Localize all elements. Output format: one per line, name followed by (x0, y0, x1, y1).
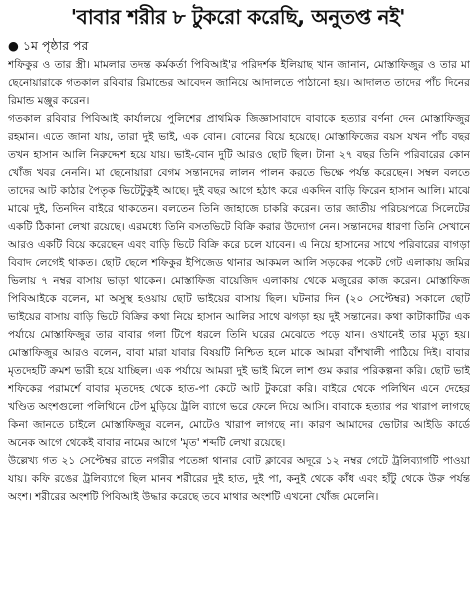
article-headline: 'বাবার শরীর ৮ টুকরো করেছি, অনুতপ্ত নই' (70, 5, 406, 29)
continuation-note (8, 37, 88, 55)
bullet-icon: ● (8, 38, 19, 53)
continuation-text: ১ম পৃষ্ঠার পর (22, 38, 89, 53)
article-paragraph: গতকাল রবিবার পিবিআই কার্যালয়ে পুলিশের প্রাথমিক জিজ্ঞাসাবাদে বাবাকে হত্যার বর্ণনা দেন মোস্তাফিজুর রহমান। এতে জানা যায়, তারা দুই ভাই, এক বোন। বোনের বিয়ে হয়েছে। মোস্তাফিজের বয়স যখন পাঁচ বছর তখন হাসান আলি নিরুদ্দেশ হয়ে যায়। ভাই-বোন দুটি আরও ছোট ছিল। টানা ২৭ বছর তিনি পরিবারের কোন খোঁজ খবর নেননি। মা ছেনোয়ারা বেগম সন্তানদের লালন পালন করতে ভিক্ষে পর্যন্ত করেছেন। সম্বল বলতে তাদের আট কাঠার পৈতৃক ভিটেটুকুই আছে। দুই বছর আগে হঠাৎ করে একদিন বাড়ি ফিরেন হাসান আলি। মাঝে মাঝে দুই, তিনদিন বাইরে থাকতেন। বলতেন তিনি জাহাজে চাকরি করেন। তার জাতীয় পরিচয়পত্রে সিলেটের একটি ঠিকানা লেখা রয়েছে। এরমধ্যে তিনি বসতভিটে বিক্রি করার উদ্যোগ নেন। সন্তানদের ধারণা তিনি সেখানে আরও একটি বিয়ে করেছেন এবং বাড়ি ভিটে বিক্রি করে চলে যাবেন। এ নিয়ে হাসানের সাথে পরিবারের বাগড়া বিবাদ লেগেই থাকত। ছোট ছেলে শফিকুর ইপিজেড থানার আকমল আলি সড়কের পকেট গেট এলাকায় জমির ভিলায় ৭ নম্বর বাসায় ভাড়া থাকেন। মোস্তাফিজ বায়েজিদ এলাকায় থেকে মজুরের কাজ করেন। মোস্তাফিজ পিবিআইকে বলেন, মা অসুস্থ হওয়ায় ছোট ভাইয়ের বাসায় ছিল। ঘটনার দিন (২০ সেপ্টেম্বর) সকালে ছোট ভাইয়ের বাসায় বাড়ি ভিটে বিক্রির কথা নিয়ে হাসান আলির সাথে ঝগড়া হয় দুই সন্তানের। কথা কাটাকাটির এক পর্যায়ে মোস্তাফিজুর তার বাবার গলা টিপে ধরলে তিনি ঘরের মেঝেতে পড়ে যান। ওখানেই তার মৃত্যু হয়। মোস্তাফিজুর আরও বলেন, বাবা মারা যাবার বিষয়টি নিশ্চিত হলে মাকে আমরা বাঁশখালী পাঠিয়ে দিই। বাবার মৃতদেহটি ক্রমশ ভারী হয়ে যাচ্ছিল। এক পর্যায়ে আমরা দুই ভাই মিলে লাশ গুম করার পরিকল্পনা করি। ছোট ভাই শফিকের পরামর্শে বাবার মৃতদেহ থেকে হাত-পা কেটে আট টুকরো করি। বাইরে থেকে পলিথিন এনে দেহের খণ্ডিত অংশগুলো পলিথিনে টেপ মুড়িয়ে ট্রলি ব্যাগে ভরে ফেলে দিয়ে আসি। বাবাকে হত্যার পর খারাপ লাগছে কিনা জানতে চাইলে মোস্তাফিজুর বলেন, মোটেও খারাপ লাগছে না। কারণ আমাদের ভোটার আইডি কার্ডে অনেক আগে থেকেই বাবার নামের আগে 'মৃত' শব্দটি লেখা রয়েছে। (8, 113, 470, 449)
article-paragraph: শফিকুর ও তার স্ত্রী। মামলার তদন্ত কর্মকর্তা পিবিআই'র পরিদর্শক ইলিয়াছ খান জানান, মোস্তাফিজুর ও তার মা ছেনোয়ারাকে গতকাল রবিবার রিমান্ডের আবেদন জানিয়ে আদালতে পাঠানো হয়। আদালত তাদের পাঁচ দিনের রিমান্ড মঞ্জুর করেন। (8, 59, 470, 107)
article-paragraph: উল্লেখ্য গত ২১ সেপ্টেম্বর রাতে নগরীর পতেঙ্গা থানার বোট ক্লাবের অদূরে ১২ নম্বর গেটে ট্রলিব্যাগটি পাওয়া যায়। কফি রঙের ট্রলিব্যাগে ছিল মানব শরীরের দুই হাত, দুই পা, কনুই থেকে কাঁধ এবং হাঁটু থেকে উরু পর্যন্ত অংশ। শরীরের অংশটি পিবিআই উদ্ধার করেছে তবে মাথার অংশটি এখনো খোঁজ মেলেনি। (8, 455, 470, 503)
article-body (8, 56, 470, 602)
